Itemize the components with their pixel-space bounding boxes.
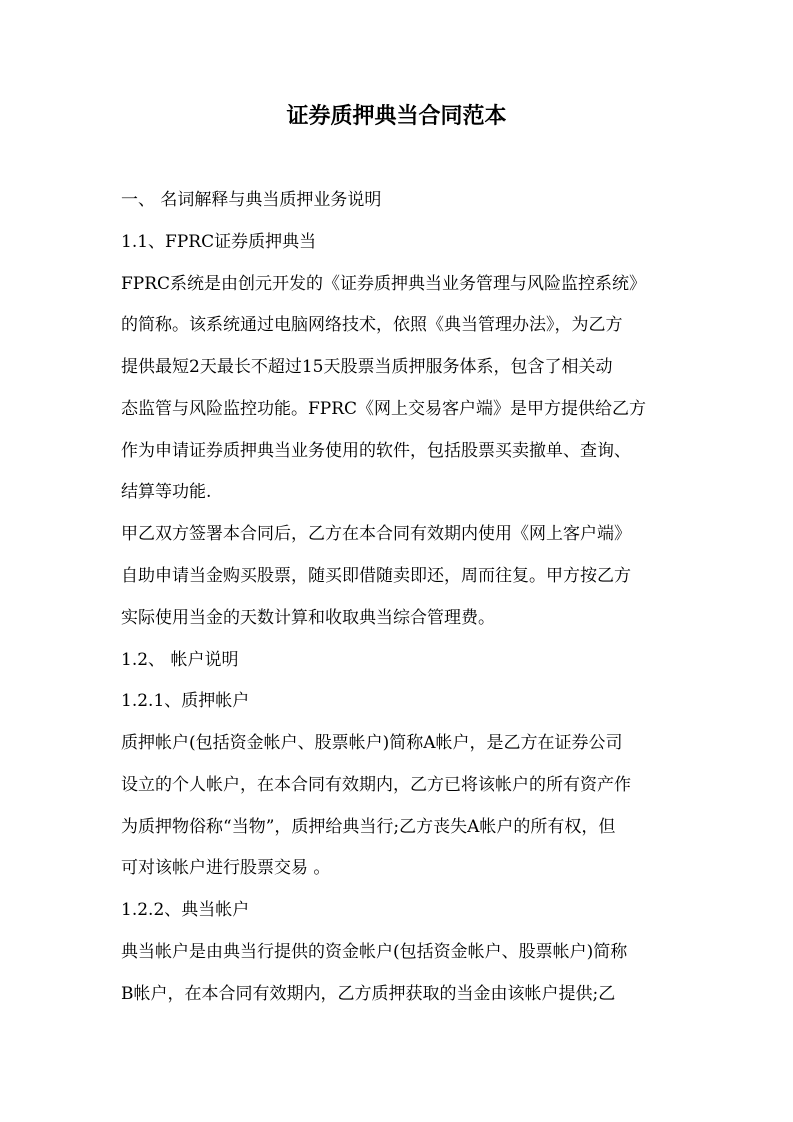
subsection-heading: 1.1、FPRC证券质押典当 [121,232,317,252]
paragraph-line: 实际使用当金的天数计算和收取典当综合管理费。 [121,608,495,628]
paragraph-line: B帐户，在本合同有效期内，乙方质押获取的当金由该帐户提供;乙 [121,984,616,1004]
paragraph-line: 为质押物俗称“当物”，质押给典当行;乙方丧失A帐户的所有权，但 [121,817,616,837]
paragraph-line: 作为申请证券质押典当业务使用的软件，包括股票买卖撤单、查询、 [121,441,631,461]
subsection-heading: 1.2、 帐户说明 [121,650,239,670]
paragraph-line: 可对该帐户进行股票交易 。 [121,858,331,878]
document-title: 证券质押典当合同范本 [286,103,507,129]
paragraph-line: 态监管与风险监控功能。FPRC《网上交易客户端》是甲方提供给乙方 [121,399,647,419]
paragraph-line: 质押帐户(包括资金帐户、股票帐户)简称A帐户，是乙方在证券公司 [121,733,623,753]
paragraph-line: FPRC系统是由创元开发的《证券质押典当业务管理与风险监控系统》 [121,274,647,294]
subsection-heading: 1.2.2、典当帐户 [121,900,250,920]
paragraph-line: 典当帐户是由典当行提供的资金帐户(包括资金帐户、股票帐户)简称 [121,942,628,962]
paragraph-line: 结算等功能. [121,482,212,502]
subsection-heading: 1.2.1、质押帐户 [121,691,250,711]
paragraph-line: 的简称。该系统通过电脑网络技术，依照《典当管理办法》，为乙方 [121,315,623,335]
paragraph-line: 自助申请当金购买股票，随买即借随卖即还，周而往复。甲方按乙方 [121,566,631,586]
paragraph-line: 甲乙双方签署本合同后，乙方在本合同有效期内使用《网上客户端》 [121,524,631,544]
paragraph-line: 提供最短2天最长不超过15天股票当质押服务体系，包含了相关动 [121,357,613,377]
section-heading: 一、 名词解释与典当质押业务说明 [121,190,382,210]
paragraph-line: 设立的个人帐户，在本合同有效期内，乙方已将该帐户的所有资产作 [121,775,631,795]
